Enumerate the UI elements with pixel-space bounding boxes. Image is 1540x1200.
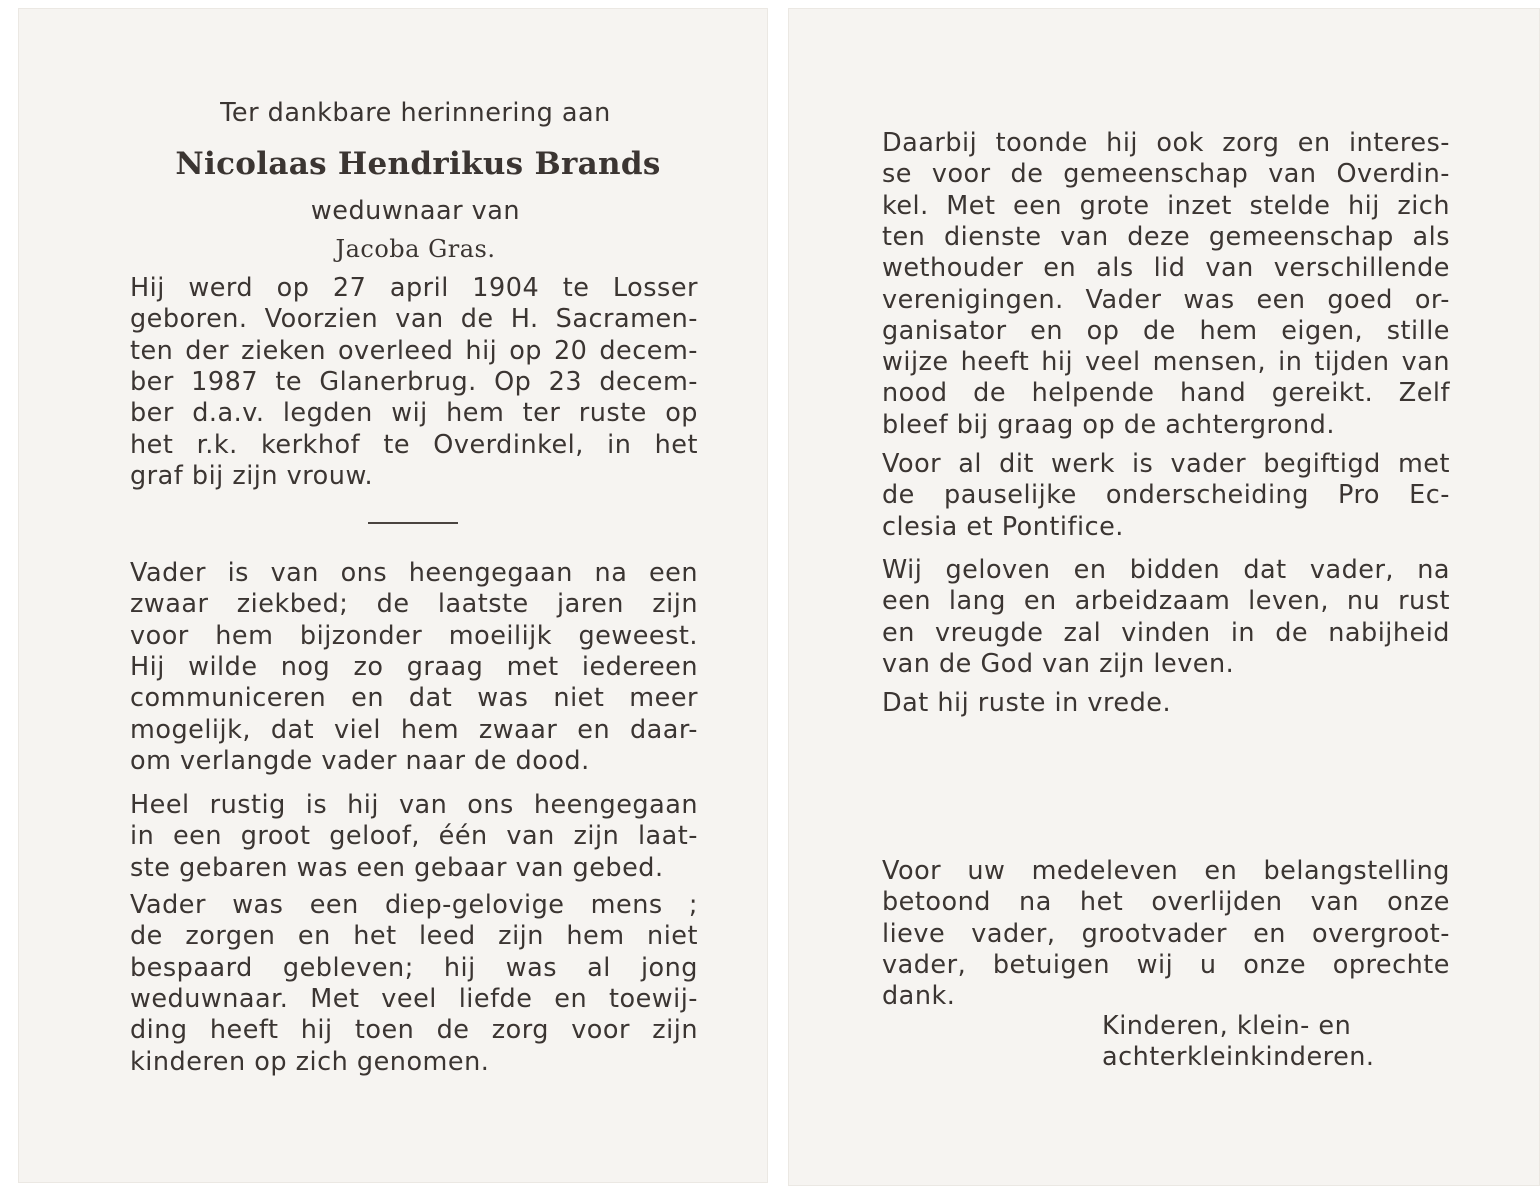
text-line: en vreugde zal vinden in de nabijheid <box>882 617 1450 648</box>
text-line: nood de helpende hand gereikt. Zelf <box>882 378 1450 409</box>
text-line: Dat hij ruste in vrede. <box>882 688 1172 718</box>
text-line: Voor al dit werk is vader begiftigd met <box>882 449 1450 479</box>
text-line: zwaar ziekbed; de laatste jaren zijn <box>130 589 698 620</box>
text-line: communiceren en dat was niet meer <box>130 683 698 714</box>
text-line: mogelijk, dat viel hem zwaar en daar- <box>130 714 698 745</box>
signature-line: Kinderen, klein- en <box>1102 1011 1352 1041</box>
text-line: clesia et Pontifice. <box>882 511 1124 542</box>
text-line: Wij geloven en bidden dat vader, na <box>882 555 1450 585</box>
text-line: dank. <box>882 981 956 1012</box>
text-line: Hij wilde nog zo graag met iedereen <box>130 651 698 682</box>
text-line: kel. Met een grote inzet stelde hij zich <box>882 190 1450 221</box>
text-line: wethouder en als lid van verschillende <box>882 253 1450 284</box>
text-line: een lang en arbeidzaam leven, nu rust <box>882 586 1450 617</box>
text-line: vader, betuigen wij u onze oprechte <box>882 949 1450 980</box>
text-line: in een groot geloof, één van zijn laat- <box>130 821 698 852</box>
text-line: wijze heeft hij veel mensen, in tijden van <box>882 347 1450 378</box>
text-line: graf bij zijn vrouw. <box>130 460 374 491</box>
text-line: van de God van zijn leven. <box>882 648 1235 679</box>
text-line: verenigingen. Vader was een goed or- <box>882 284 1450 315</box>
text-line: bespaard gebleven; hij was al jong <box>130 952 698 983</box>
divider <box>368 522 458 524</box>
text-line: Daarbij toonde hij ook zorg en interes- <box>882 128 1450 158</box>
text-line: ding heeft hij toen de zorg voor zijn <box>130 1015 698 1046</box>
text-line: se voor de gemeenschap van Overdin- <box>882 159 1450 190</box>
text-line: betoond na het overlijden van onze <box>882 887 1450 918</box>
text-line: Hij werd op 27 april 1904 te Losser <box>130 273 698 303</box>
text-line: de zorgen en het leed zijn hem niet <box>130 921 698 952</box>
widower-of-text: weduwnaar van <box>310 196 521 226</box>
memorial-card-left <box>18 8 768 1183</box>
text-line: Voor uw medeleven en belangstelling <box>882 856 1450 886</box>
text-line: ten der zieken overleed hij op 20 decem- <box>130 335 698 366</box>
deceased-name: Nicolaas Hendrikus Brands <box>175 146 661 182</box>
text-line: Vader was een diep-gelovige mens ; <box>130 890 698 920</box>
spouse-name: Jacoba Gras. <box>335 235 496 263</box>
text-line: ber d.a.v. legden wij hem ter ruste op <box>130 398 698 429</box>
text-line: ste gebaren was een gebaar van gebed. <box>130 852 664 883</box>
text-line: geboren. Voorzien van de H. Sacramen- <box>130 304 698 335</box>
text-line: voor hem bijzonder moeilijk geweest. <box>130 620 698 651</box>
text-line: het r.k. kerkhof te Overdinkel, in het <box>130 429 698 460</box>
text-line: ganisator en op de hem eigen, stille <box>882 315 1450 346</box>
text-line: ten dienste van deze gemeenschap als <box>882 221 1450 252</box>
text-line: bleef bij graag op de achtergrond. <box>882 409 1335 440</box>
intro-text: Ter dankbare herinnering aan <box>220 98 611 128</box>
memorial-card-right <box>788 8 1540 1186</box>
text-line: om verlangde vader naar de dood. <box>130 745 590 776</box>
text-line: de pauselijke onderscheiding Pro Ec- <box>882 480 1450 511</box>
text-line: Vader is van ons heengegaan na een <box>130 558 698 588</box>
text-line: Heel rustig is hij van ons heengegaan <box>130 790 698 820</box>
text-line: lieve vader, grootvader en overgroot- <box>882 918 1450 949</box>
signature-line: achterkleinkinderen. <box>1102 1042 1375 1073</box>
text-line: weduwnaar. Met veel liefde en toewij- <box>130 983 698 1014</box>
text-line: kinderen op zich genomen. <box>130 1046 490 1077</box>
text-line: ber 1987 te Glanerbrug. Op 23 decem- <box>130 366 698 397</box>
